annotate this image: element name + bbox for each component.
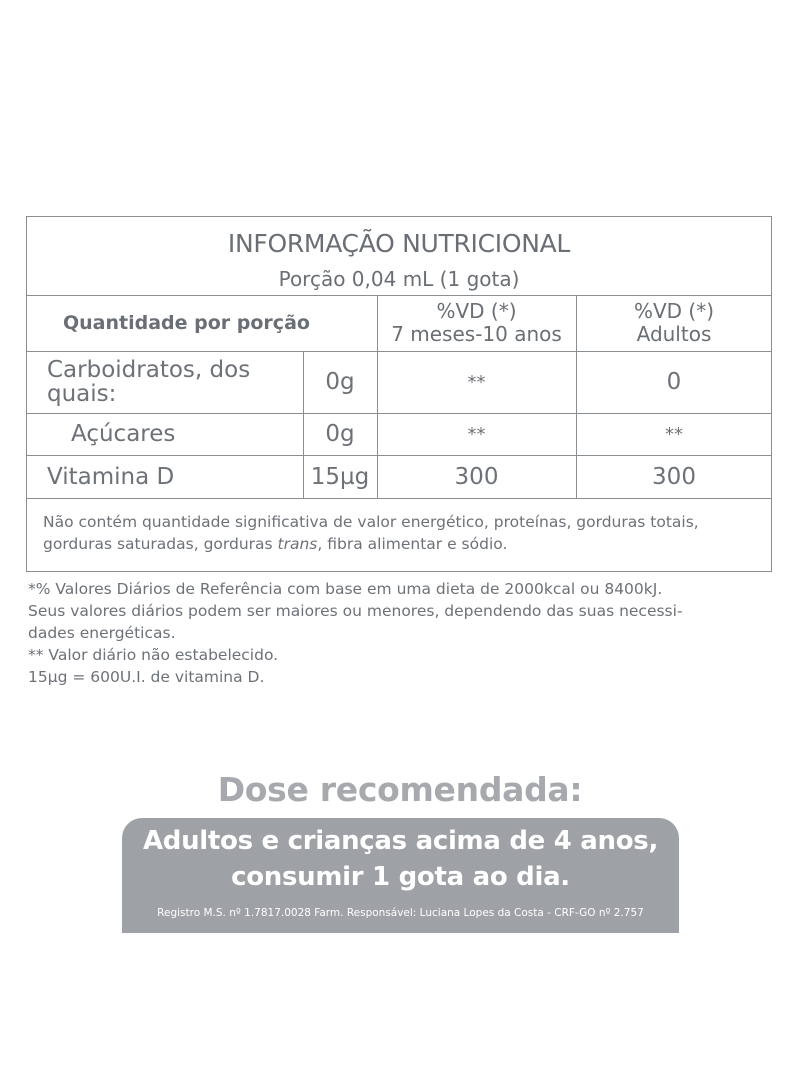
- row-vd-children-vitamin-d: 300: [454, 463, 499, 490]
- footnotes: [28, 578, 778, 688]
- header-quantity: Quantidade por porção: [63, 311, 310, 334]
- footnote-line: 15µg = 600U.I. de vitamina D.: [28, 668, 265, 686]
- row-label-vitamin-d: Vitamina D: [47, 463, 175, 490]
- row-label-sugars: Açúcares: [71, 421, 176, 447]
- row-amount-vitamin-d: 15µg: [310, 463, 370, 490]
- header-vd-children-line1: %VD (*): [436, 299, 517, 323]
- row-amount-carbohydrates: 0g: [325, 369, 355, 395]
- header-vd-adults-line1: %VD (*): [633, 299, 715, 323]
- header-vd-children-line2: 7 meses-10 anos: [391, 322, 562, 346]
- footnote-line: Seus valores diários podem ser maiores ou menores, dependendo das suas necessi-: [28, 602, 683, 620]
- row-vd-children-carbohydrates: **: [467, 371, 486, 393]
- table-title: INFORMAÇÃO NUTRICIONAL: [227, 228, 571, 258]
- portion-size: Porção 0,04 mL (1 gota): [278, 267, 520, 291]
- footnote-line: *% Valores Diários de Referência com base em uma dieta de 2000kcal ou 8400kJ.: [28, 580, 663, 598]
- row-vd-adults-vitamin-d: 300: [652, 463, 696, 490]
- nutrition-table: [26, 216, 772, 572]
- row-vd-children-sugars: **: [467, 423, 486, 445]
- dose-box: [122, 818, 679, 933]
- header-vd-adults: [576, 295, 772, 351]
- table-note: [43, 511, 755, 555]
- header-vd-adults-line2: Adultos: [636, 322, 712, 346]
- footnote-line: dades energéticas.: [28, 624, 176, 642]
- divider: [27, 498, 771, 499]
- row-amount-sugars: 0g: [325, 421, 355, 447]
- table-note-end: , fibra alimentar e sódio.: [317, 535, 508, 553]
- table-note-text: Não contém quantidade significativa de valor energético, proteínas, gorduras totais, gorduras saturadas, gorduras: [43, 513, 699, 553]
- dose-line-2: consumir 1 gota ao dia.: [231, 862, 570, 892]
- registration-info: Registro M.S. nº 1.7817.0028 Farm. Responsável: Luciana Lopes da Costa - CRF-GO nº 2.757: [157, 907, 644, 919]
- dose-title: Dose recomendada:: [217, 770, 583, 809]
- header-vd-children: [377, 295, 576, 351]
- row-label-carbohydrates: Carboidratos, dos quais:: [47, 357, 251, 407]
- footnote-line: ** Valor diário não estabelecido.: [28, 646, 279, 664]
- table-note-italic: trans: [277, 535, 318, 553]
- row-vd-adults-carbohydrates: 0: [666, 369, 682, 395]
- row-vd-adults-sugars: **: [665, 423, 683, 445]
- dose-line-1: Adultos e crianças acima de 4 anos,: [142, 826, 659, 856]
